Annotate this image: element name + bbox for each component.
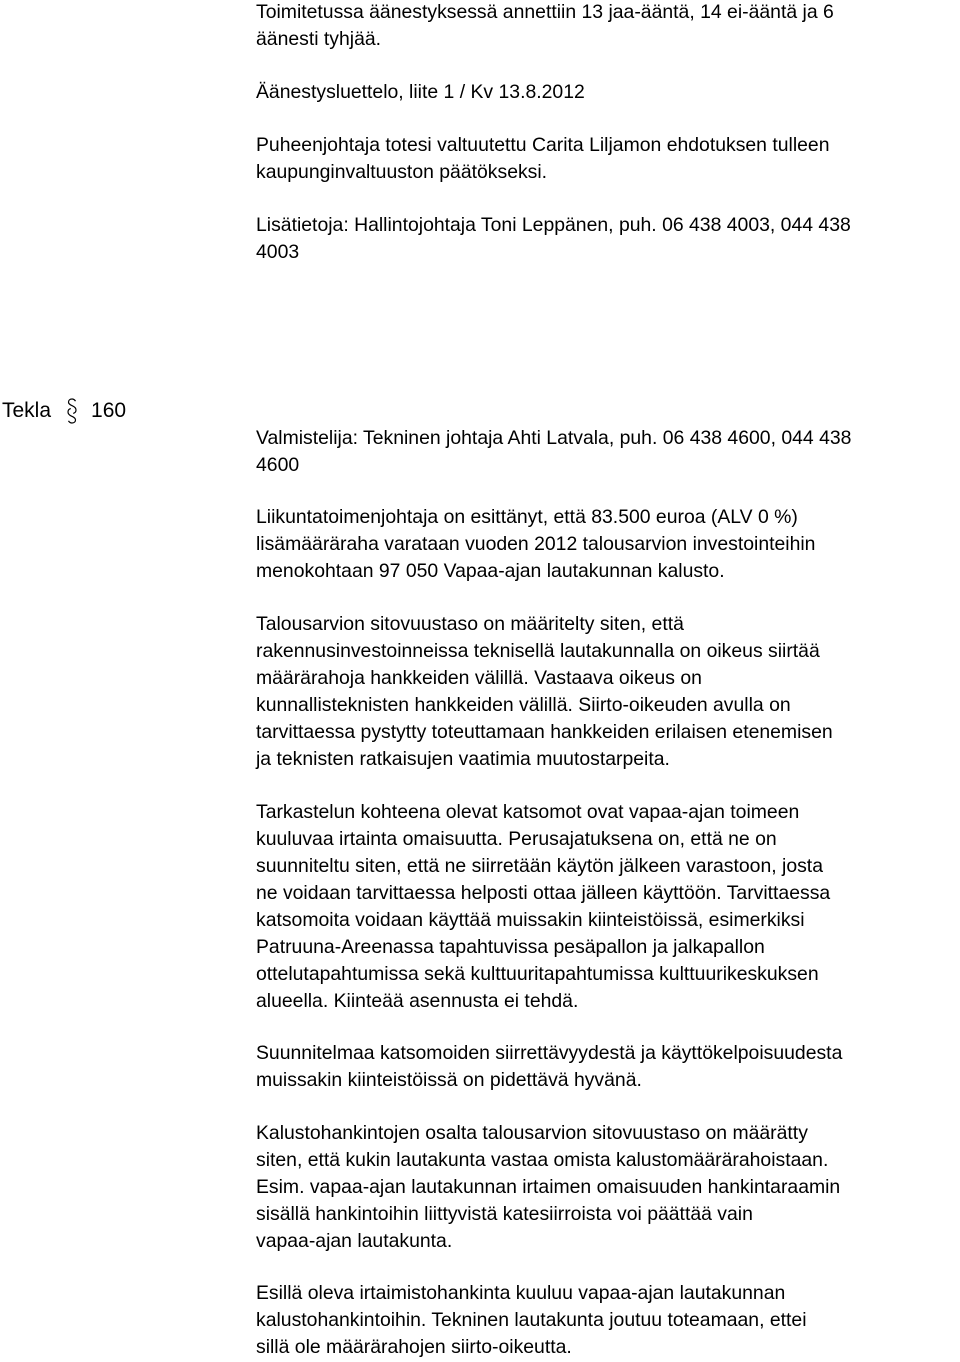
heading-number: 160 [91, 399, 127, 422]
paragraph-more-info [256, 212, 956, 266]
paragraph-vote-list [256, 79, 956, 106]
text-line: Kalustohankintojen osalta talousarvion sitovuustaso on määrätty [256, 1122, 808, 1144]
text-line: suunniteltu siten, että ne siirretään käytön jälkeen varastoon, josta [256, 855, 823, 877]
text-line: muissakin kiinteistöissä on pidettävä hyvänä. [256, 1069, 642, 1091]
paragraph-stands [256, 799, 956, 1015]
section-sign-icon [57, 398, 87, 424]
text-line: ottelutapahtumissa sekä kulttuuritapahtumissa kulttuurikeskuksen [256, 963, 819, 985]
text-line: Esim. vapaa-ajan lautakunnan irtaimen omaisuuden hankintaraamin [256, 1176, 841, 1198]
text-line: Valmistelija: Tekninen johtaja Ahti Latvala, puh. 06 438 4600, 044 438 [256, 427, 852, 449]
paragraph-preparer [256, 425, 956, 479]
text-line: Tarkastelun kohteena olevat katsomot ovat vapaa-ajan toimeen [256, 801, 800, 823]
text-line: Toimitetussa äänestyksessä annettiin 13 jaa-ääntä, 14 ei-ääntä ja 6 [256, 1, 834, 23]
text-line: lisämääräraha varataan vuoden 2012 talousarvion investointeihin [256, 533, 816, 555]
text-line: vapaa-ajan lautakunta. [256, 1230, 453, 1252]
text-line: 4600 [256, 454, 300, 476]
text-line: Äänestysluettelo, liite 1 / Kv 13.8.2012 [256, 81, 585, 103]
paragraph-chair-statement [256, 132, 956, 186]
text-line: sisällä hankintoihin liittyvistä katesiirroista voi päättää vain [256, 1203, 753, 1225]
text-line: sillä ole määrärahojen siirto-oikeutta. [256, 1336, 572, 1358]
paragraph-budget-level [256, 611, 956, 773]
text-line: Patruuna-Areenassa tapahtuvissa pesäpallon ja jalkapallon [256, 936, 765, 958]
text-line: kalustohankintoihin. Tekninen lautakunta joutuu toteamaan, ettei [256, 1309, 807, 1331]
text-line: alueella. Kiinteää asennusta ei tehdä. [256, 990, 579, 1012]
text-line: Suunnitelmaa katsomoiden siirrettävyydestä ja käyttökelpoisuudesta [256, 1042, 843, 1064]
text-line: kunnallisteknisten hankkeiden välillä. Siirto-oikeuden avulla on [256, 694, 791, 716]
text-line: äänesti tyhjää. [256, 28, 382, 50]
text-line: katsomoita voidaan käyttää muissakin kiinteistöissä, esimerkiksi [256, 909, 805, 931]
paragraph-proposal [256, 504, 956, 585]
section-heading [2, 397, 126, 424]
paragraph-plan [256, 1040, 956, 1094]
text-line: Esillä oleva irtaimistohankinta kuuluu vapaa-ajan lautakunnan [256, 1282, 786, 1304]
text-line: ja teknisten ratkaisujen vaatimia muutostarpeita. [256, 748, 670, 770]
text-line: siten, että kukin lautakunta vastaa omista kalustomäärärahoistaan. [256, 1149, 829, 1171]
text-line: Puheenjohtaja totesi valtuutettu Carita Liljamon ehdotuksen tulleen [256, 134, 830, 156]
text-line: kuuluvaa irtainta omaisuutta. Perusajatuksena on, että ne on [256, 828, 777, 850]
text-line: 4003 [256, 241, 300, 263]
heading-prefix: Tekla [2, 399, 52, 422]
text-line: Lisätietoja: Hallintojohtaja Toni Leppänen, puh. 06 438 4003, 044 438 [256, 214, 851, 236]
text-line: ne voidaan tarvittaessa helposti ottaa jälleen käyttöön. Tarvittaessa [256, 882, 831, 904]
paragraph-current-purchase [256, 1280, 956, 1361]
text-line: rakennusinvestoinneissa teknisellä lautakunnalla on oikeus siirtää [256, 640, 820, 662]
text-line: Liikuntatoimenjohtaja on esittänyt, että 83.500 euroa (ALV 0 %) [256, 506, 798, 528]
text-line: Talousarvion sitovuustaso on määritelty siten, että [256, 613, 684, 635]
paragraph-furniture [256, 1120, 956, 1255]
text-line: menokohtaan 97 050 Vapaa-ajan lautakunnan kalusto. [256, 560, 725, 582]
text-line: määrärahoja hankkeiden välillä. Vastaava oikeus on [256, 667, 702, 689]
paragraph-vote-result [256, 0, 956, 53]
text-line: kaupunginvaltuuston päätökseksi. [256, 161, 548, 183]
text-line: tarvittaessa pystytty toteuttamaan hankkeiden erilaisen etenemisen [256, 721, 833, 743]
